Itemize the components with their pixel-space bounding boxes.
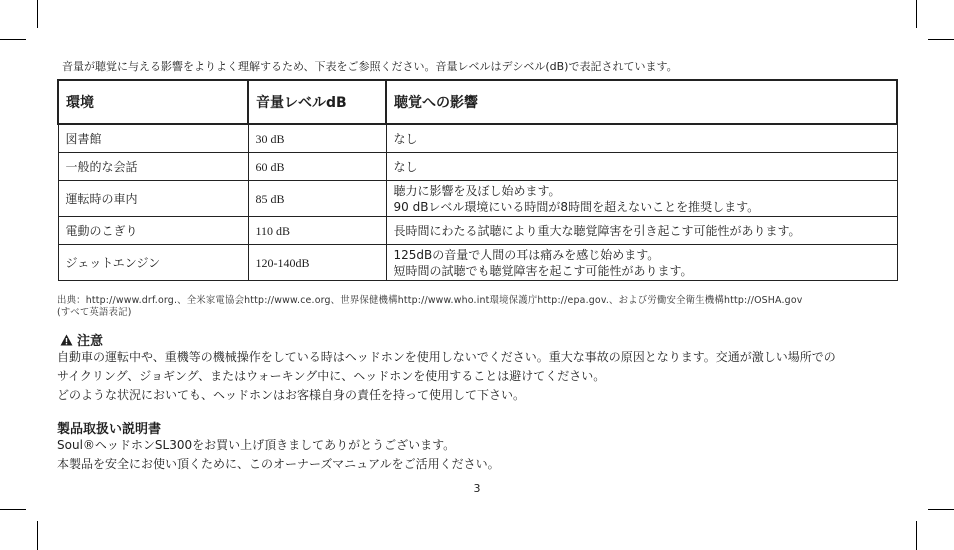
cell-effect <box>386 124 897 153</box>
cell-environment: ジェットエンジン <box>58 245 248 281</box>
crop-mark-bottom-left-vertical <box>37 521 38 550</box>
warning-title: 注意 <box>77 334 104 349</box>
cell-level: 110 dB <box>248 217 386 245</box>
source-line: 出典：http://www.drf.org.、全米家電協会http://www.ce.org、世界保健機構http://www.who.int環境保護庁http://epa.gov.、および労働安全衛生機構http://OSHA.gov <box>57 295 803 306</box>
cell-environment: 一般的な会話 <box>58 153 248 181</box>
header-effect: 聴覚への影響 <box>386 80 897 124</box>
crop-mark-bottom-right-vertical <box>916 521 917 550</box>
source-line: (すべて英語表記) <box>57 307 132 318</box>
manual-line: 本製品を安全にお使い頂くために、このオーナーズマニュアルをご活用ください。 <box>57 457 500 471</box>
cell-level: 120-140dB <box>248 245 386 281</box>
cell-environment: 運転時の車内 <box>58 181 248 217</box>
crop-mark-top-right-vertical <box>916 0 917 28</box>
manual-heading: 製品取扱い説明書 <box>57 422 162 437</box>
warning-heading <box>60 330 103 349</box>
effect-line: なし <box>393 159 418 174</box>
effect-line: 聴力に影響を及ぼし始めます。 <box>393 183 561 198</box>
table-row <box>58 153 897 181</box>
sound-level-table <box>57 79 898 281</box>
manual-line: Soul®ヘッドホンSL300をお買い上げ頂きましてありがとうございます。 <box>57 438 456 452</box>
cell-environment: 図書館 <box>58 124 248 153</box>
warning-line: どのような状況においても、ヘッドホンはお客様自身の責任を持って使用して下さい。 <box>57 388 526 402</box>
warning-triangle-icon <box>60 334 73 346</box>
warning-line: 自動車の運転中や、重機等の機械操作をしている時はヘッドホンを使用しないでください。重大な事故の原因となります。交通が激しい場所での <box>57 350 836 364</box>
crop-mark-bottom-right-horizontal <box>928 509 954 510</box>
cell-level: 60 dB <box>248 153 386 181</box>
table-header-row <box>58 80 897 124</box>
cell-effect <box>386 181 897 217</box>
cell-effect <box>386 153 897 181</box>
cell-effect <box>386 217 897 245</box>
crop-mark-top-right-horizontal <box>928 39 954 40</box>
page-number: 3 <box>473 482 481 495</box>
effect-line: 長時間にわたる試聴により重大な聴覚障害を引き起こす可能性があります。 <box>393 223 801 238</box>
header-environment: 環境 <box>58 80 248 124</box>
table-row <box>58 124 897 153</box>
crop-mark-top-left-vertical <box>37 0 38 28</box>
table-row <box>58 217 897 245</box>
effect-line: 90 dBレベル環境にいる時間が8時間を超えないことを推奨します。 <box>393 199 760 214</box>
crop-mark-bottom-left-horizontal <box>0 509 26 510</box>
warning-text <box>57 348 917 405</box>
manual-text <box>57 436 917 474</box>
table-row <box>58 245 897 281</box>
crop-mark-top-left-horizontal <box>0 39 26 40</box>
cell-level: 30 dB <box>248 124 386 153</box>
table-row <box>58 181 897 217</box>
cell-effect <box>386 245 897 281</box>
source-note <box>57 295 917 319</box>
cell-environment: 電動のこぎり <box>58 217 248 245</box>
effect-line: なし <box>393 131 418 146</box>
intro-text: 音量が聴覚に与える影響をよりよく理解するため、下表をご参照ください。音量レベルはデシベル(dB)で表記されています。 <box>62 60 678 73</box>
cell-level: 85 dB <box>248 181 386 217</box>
header-level: 音量レベルdB <box>248 80 386 124</box>
warning-line: サイクリング、ジョギング、またはウォーキング中に、ヘッドホンを使用することは避けてください。 <box>57 369 606 383</box>
effect-line: 短時間の試聴でも聴覚障害を起こす可能性があります。 <box>393 263 693 278</box>
effect-line: 125dBの音量で人間の耳は痛みを感じ始めます。 <box>393 247 660 262</box>
